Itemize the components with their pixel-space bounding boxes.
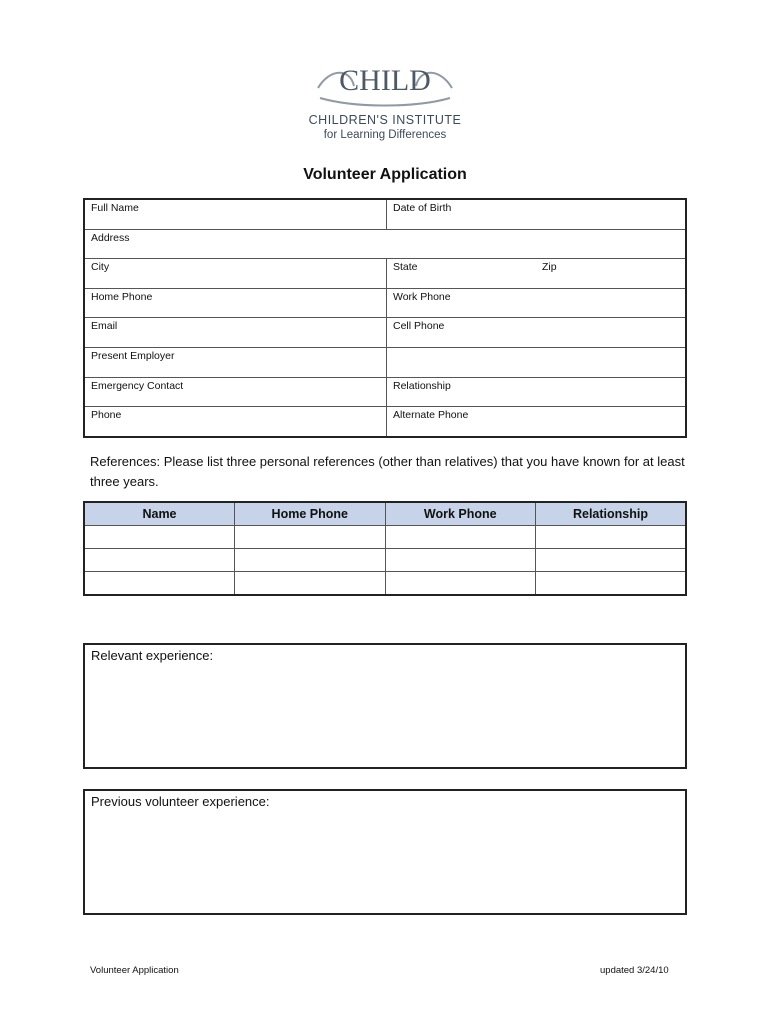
state-zip-field[interactable] [387,259,687,289]
logo-line-2: for Learning Differences [323,129,447,141]
child-logo-icon [310,58,460,113]
date-of-birth-field[interactable]: Date of Birth [387,199,687,229]
employer-extra-field[interactable] [387,347,687,377]
reference-cell[interactable] [536,549,687,572]
zip-label: Zip [542,261,557,274]
table-row [84,526,686,549]
relevant-experience-label: Relevant experience: [91,648,214,663]
table-header-row [84,502,686,526]
city-field[interactable]: City [84,259,387,289]
references-instructions: References: Please list three personal references (other than relatives) that you have known for at least three years. [90,454,685,489]
table-row [84,572,686,596]
column-header-name: Name [84,502,235,526]
state-label: State [393,261,418,274]
table-row [84,288,686,318]
applicant-info-table [83,198,687,438]
table-row [84,259,686,289]
table-row [84,318,686,348]
home-phone-field[interactable]: Home Phone [84,288,387,318]
references-table [83,501,687,596]
table-row [84,549,686,572]
full-name-field[interactable]: Full Name [84,199,387,229]
relevant-experience-box[interactable] [83,643,687,769]
reference-cell[interactable] [385,526,536,549]
institute-logo [300,58,470,148]
previous-experience-label: Previous volunteer experience: [91,794,270,809]
cell-phone-field[interactable]: Cell Phone [387,318,687,348]
reference-cell[interactable] [84,526,235,549]
reference-cell[interactable] [235,572,386,596]
table-row [84,229,686,259]
emergency-contact-field[interactable]: Emergency Contact [84,377,387,407]
reference-cell[interactable] [385,549,536,572]
reference-cell[interactable] [536,526,687,549]
reference-cell[interactable] [235,526,386,549]
present-employer-field[interactable]: Present Employer [84,347,387,377]
work-phone-field[interactable]: Work Phone [387,288,687,318]
footer-title: Volunteer Application [90,965,179,976]
table-row [84,347,686,377]
reference-cell[interactable] [84,549,235,572]
previous-experience-box[interactable] [83,789,687,915]
table-row [84,199,686,229]
address-field[interactable]: Address [84,229,686,259]
reference-cell[interactable] [84,572,235,596]
reference-cell[interactable] [536,572,687,596]
logo-line-1: CHILDREN'S INSTITUTE [308,113,462,127]
logo-wordmark: CHILD [339,64,431,97]
column-header-home-phone: Home Phone [235,502,386,526]
reference-cell[interactable] [385,572,536,596]
page-title: Volunteer Application [303,166,467,183]
table-row [84,407,686,437]
alternate-phone-field[interactable]: Alternate Phone [393,409,469,422]
email-field[interactable]: Email [84,318,387,348]
column-header-relationship: Relationship [536,502,687,526]
relationship-field[interactable]: Relationship [387,377,687,407]
table-row [84,377,686,407]
column-header-work-phone: Work Phone [385,502,536,526]
reference-cell[interactable] [235,549,386,572]
footer-updated: updated 3/24/10 [600,965,669,976]
phone-field[interactable]: Phone [84,407,387,437]
